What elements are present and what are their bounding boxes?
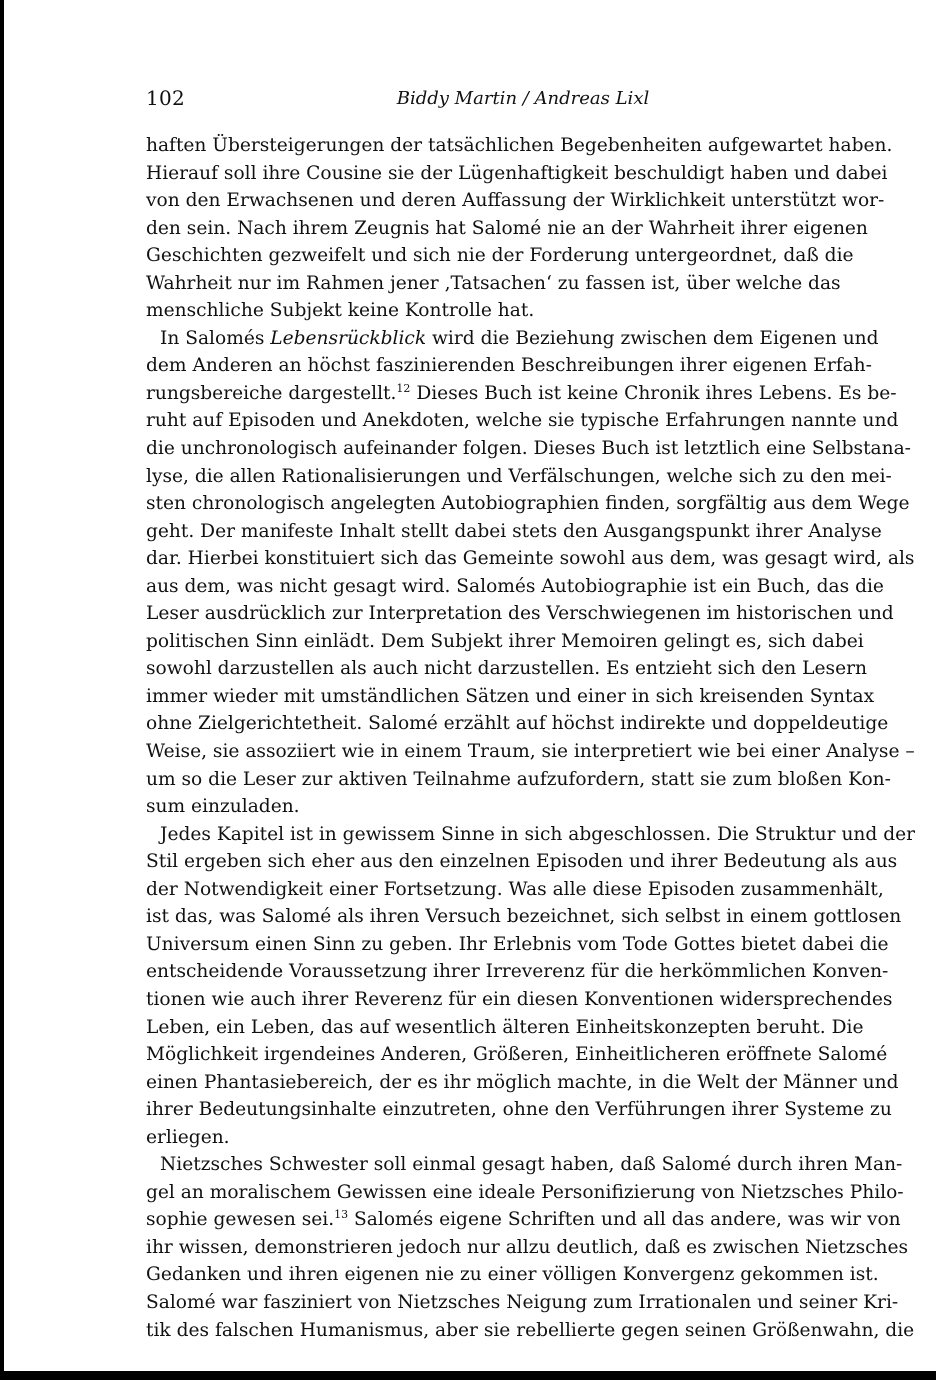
text-line: sum einzuladen. bbox=[146, 796, 300, 818]
text-line: dar. Hierbei konstituiert sich das Gemeinte sowohl aus dem, was gesagt wird, als bbox=[146, 548, 915, 570]
text-line: ohne Zielgerichtetheit. Salomé erzählt auf höchst indirekte und doppeldeutige bbox=[146, 713, 889, 735]
text-line: In Salomés Lebensrückblick wird die Beziehung zwischen dem Eigenen und bbox=[160, 327, 879, 349]
paragraph bbox=[146, 132, 893, 325]
footnote-marker[interactable]: 13 bbox=[334, 1208, 349, 1222]
footnote-marker[interactable]: 12 bbox=[396, 381, 411, 395]
text-line: Hierauf soll ihre Cousine sie der Lügenhaftigkeit beschuldigt haben und dabei bbox=[146, 162, 888, 184]
text-line: von den Erwachsenen und deren Auffassung der Wirklichkeit unterstützt wor- bbox=[146, 190, 885, 212]
page-number: 102 bbox=[146, 86, 186, 110]
text-line: Universum einen Sinn zu geben. Ihr Erlebnis vom Tode Gottes bietet dabei die bbox=[146, 933, 889, 955]
text-line: einen Phantasiebereich, der es ihr möglich machte, in die Welt der Männer und bbox=[146, 1071, 899, 1093]
text-line: Salomé war fasziniert von Nietzsches Neigung zum Irrationalen und seiner Kri- bbox=[146, 1291, 899, 1313]
text-line: lyse, die allen Rationalisierungen und Verfälschungen, welche sich zu den mei- bbox=[146, 465, 892, 487]
text-line: dem Anderen an höchst faszinierenden Beschreibungen ihrer eigenen Erfah- bbox=[146, 355, 872, 377]
text-line: sophie gewesen sei.$^{13}$ Salomés eigene Schriften und all das andere, was wir von bbox=[146, 1208, 901, 1231]
text-line: der Notwendigkeit einer Fortsetzung. Was alle diese Episoden zusammenhält, bbox=[146, 878, 884, 900]
paragraph bbox=[146, 821, 916, 1152]
text-line: immer wieder mit umständlichen Sätzen und einer in sich kreisenden Syntax bbox=[146, 685, 875, 707]
text-line: Jedes Kapitel ist in gewissem Sinne in sich abgeschlossen. Die Struktur und der bbox=[160, 823, 916, 845]
text-line: Möglichkeit irgendeines Anderen, Größeren, Einheitlicheren eröffnete Salomé bbox=[146, 1044, 888, 1066]
paragraph bbox=[146, 325, 915, 821]
text-line: aus dem, was nicht gesagt wird. Salomés Autobiographie ist ein Buch, das die bbox=[146, 575, 884, 597]
text-line: erliegen. bbox=[146, 1126, 230, 1148]
text-line: Gedanken und ihren eigenen nie zu einer völligen Konvergenz gekommen ist. bbox=[146, 1264, 879, 1286]
text-line: um so die Leser zur aktiven Teilnahme aufzufordern, statt sie zum bloßen Kon- bbox=[146, 768, 891, 790]
running-title: Biddy Martin / Andreas Lixl bbox=[396, 88, 650, 109]
text-line: ruht auf Episoden und Anekdoten, welche sie typische Erfahrungen nannte und bbox=[146, 410, 899, 432]
text-line: ihr wissen, demonstrieren jedoch nur allzu deutlich, daß es zwischen Nietzsches bbox=[146, 1236, 909, 1258]
text-line: rungsbereiche dargestellt.$^{12}$ Dieses Buch ist keine Chronik ihres Lebens. Es be- bbox=[146, 381, 897, 404]
text-line: haften Übersteigerungen der tatsächlichen Begebenheiten aufgewartet haben. bbox=[146, 135, 893, 156]
text-line: Leser ausdrücklich zur Interpretation des Verschwiegenen im historischen und bbox=[146, 603, 894, 625]
text-line: politischen Sinn einlädt. Dem Subjekt ihrer Memoiren gelingt es, sich dabei bbox=[146, 630, 864, 652]
text-line: menschliche Subjekt keine Kontrolle hat. bbox=[146, 300, 535, 322]
text-line: sowohl darzustellen als auch nicht darzustellen. Es entzieht sich den Lesern bbox=[146, 658, 867, 680]
text-line: Leben, ein Leben, das auf wesentlich älteren Einheitskonzepten beruht. Die bbox=[146, 1016, 864, 1038]
text-line: gel an moralischem Gewissen eine ideale Personifizierung von Nietzsches Philo- bbox=[146, 1181, 904, 1203]
text-line: tionen wie auch ihrer Reverenz für ein diesen Konventionen widersprechendes bbox=[146, 988, 893, 1010]
text-line: Weise, sie assoziiert wie in einem Traum, sie interpretiert wie bei einer Analyse – bbox=[146, 741, 915, 763]
text-line: Geschichten gezweifelt und sich nie der Forderung untergeordnet, daß die bbox=[146, 245, 854, 267]
text-line: Wahrheit nur im Rahmen jener ‚Tatsachen‘ zu fassen ist, über welche das bbox=[146, 272, 841, 294]
text-line: den sein. Nach ihrem Zeugnis hat Salomé nie an der Wahrheit ihrer eigenen bbox=[146, 217, 868, 239]
text-line: die unchronologisch aufeinander folgen. Dieses Buch ist letztlich eine Selbstana- bbox=[146, 438, 911, 460]
text-line: ist das, was Salomé als ihren Versuch bezeichnet, sich selbst in einem gottlosen bbox=[146, 906, 902, 928]
text-line: Nietzsches Schwester soll einmal gesagt haben, daß Salomé durch ihren Man- bbox=[160, 1154, 903, 1176]
text-line: geht. Der manifeste Inhalt stellt dabei stets den Ausgangspunkt ihrer Analyse bbox=[146, 520, 882, 542]
scan-edge-left bbox=[0, 0, 4, 1380]
text-line: tik des falschen Humanismus, aber sie rebellierte gegen seinen Größenwahn, die bbox=[146, 1319, 915, 1341]
book-title-italic: Lebensrückblick bbox=[270, 327, 427, 349]
paragraph bbox=[146, 1151, 915, 1344]
scan-edge-bottom bbox=[0, 1371, 936, 1380]
running-header bbox=[146, 86, 840, 116]
text-line: sten chronologisch angelegten Autobiographien finden, sorgfältig aus dem Wege bbox=[146, 493, 910, 515]
text-line: entscheidende Voraussetzung ihrer Irreverenz für die herkömmlichen Konven- bbox=[146, 961, 889, 983]
text-line: ihrer Bedeutungsinhalte einzutreten, ohne den Verführungen ihrer Systeme zu bbox=[146, 1099, 892, 1121]
text-line: Stil ergeben sich eher aus den einzelnen Episoden und ihrer Bedeutung als aus bbox=[146, 851, 898, 873]
body-text bbox=[146, 132, 916, 1344]
